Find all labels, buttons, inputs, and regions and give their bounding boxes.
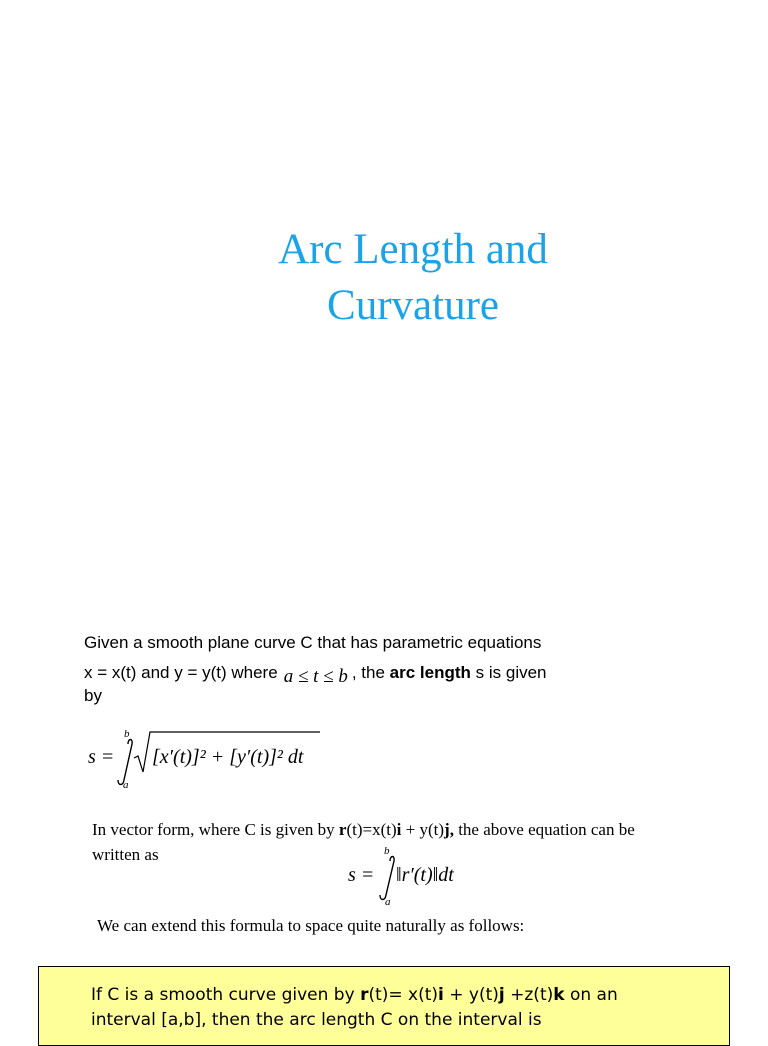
intro-line-3: by [84, 686, 102, 705]
slide-title [0, 222, 768, 334]
theorem-line-1 [91, 985, 618, 1005]
vector-form-end: the above equation can be [453, 820, 635, 839]
parameter-inequality: a ≤ t ≤ b [283, 666, 348, 687]
formula2-upper-limit: b [384, 845, 390, 857]
formula1-integral-sign [118, 740, 132, 785]
formula2-integral-sign [380, 857, 394, 900]
theorem-box [38, 966, 730, 1046]
arc-length-formula-2d [88, 724, 388, 796]
theorem-i: i [438, 985, 444, 1005]
formula1-lower-limit: a [123, 779, 129, 791]
formula2-integrand: ‖r′(t)‖dt [396, 864, 454, 886]
formula1-upper-limit: b [124, 728, 130, 740]
theorem-mid1: (t)= x(t) [368, 985, 439, 1005]
vector-r: r [338, 820, 347, 839]
intro-line-1: Given a smooth plane curve C that has parametric equations [84, 633, 542, 652]
title-line-1: Arc Length and [278, 226, 548, 273]
arc-length-term: arc length [389, 663, 471, 682]
extend-text: We can extend this formula to space quite naturally as follows: [97, 916, 525, 935]
intro-line-2-mid: , the [351, 663, 385, 682]
vector-form-line-1 [92, 820, 635, 840]
theorem-line-2: interval [a,b], then the arc length C on the interval is [91, 1010, 542, 1030]
vector-form-mid1: (t)=x(t) [346, 820, 397, 839]
formula2-lhs: s = [348, 864, 375, 886]
theorem-r: r [360, 985, 369, 1005]
formula1-lhs: s = [88, 746, 115, 768]
intro-line-2 [84, 662, 547, 687]
vector-form-mid2: + y(t) [401, 820, 445, 839]
theorem-j: j [498, 985, 505, 1005]
vector-j: j, [444, 820, 454, 839]
formula1-integrand: [x′(t)]² + [y′(t)]² dt [152, 746, 304, 768]
vector-i: i [396, 820, 402, 839]
theorem-mid2: + y(t) [443, 985, 499, 1005]
theorem-k: k [553, 985, 565, 1005]
vector-form-line-2: written as [92, 845, 159, 864]
intro-line-2-start: x = x(t) and y = y(t) where [84, 663, 278, 682]
theorem-mid3: +z(t) [504, 985, 554, 1005]
theorem-start: If C is a smooth curve given by [91, 985, 355, 1005]
theorem-end: on an [564, 985, 618, 1005]
title-line-2: Curvature [327, 282, 499, 329]
formula2-lower-limit: a [385, 896, 391, 908]
arc-length-formula-vector [346, 843, 486, 909]
intro-line-2-end: s is given [475, 663, 547, 682]
vector-form-start: In vector form, where C is given by [92, 820, 335, 839]
